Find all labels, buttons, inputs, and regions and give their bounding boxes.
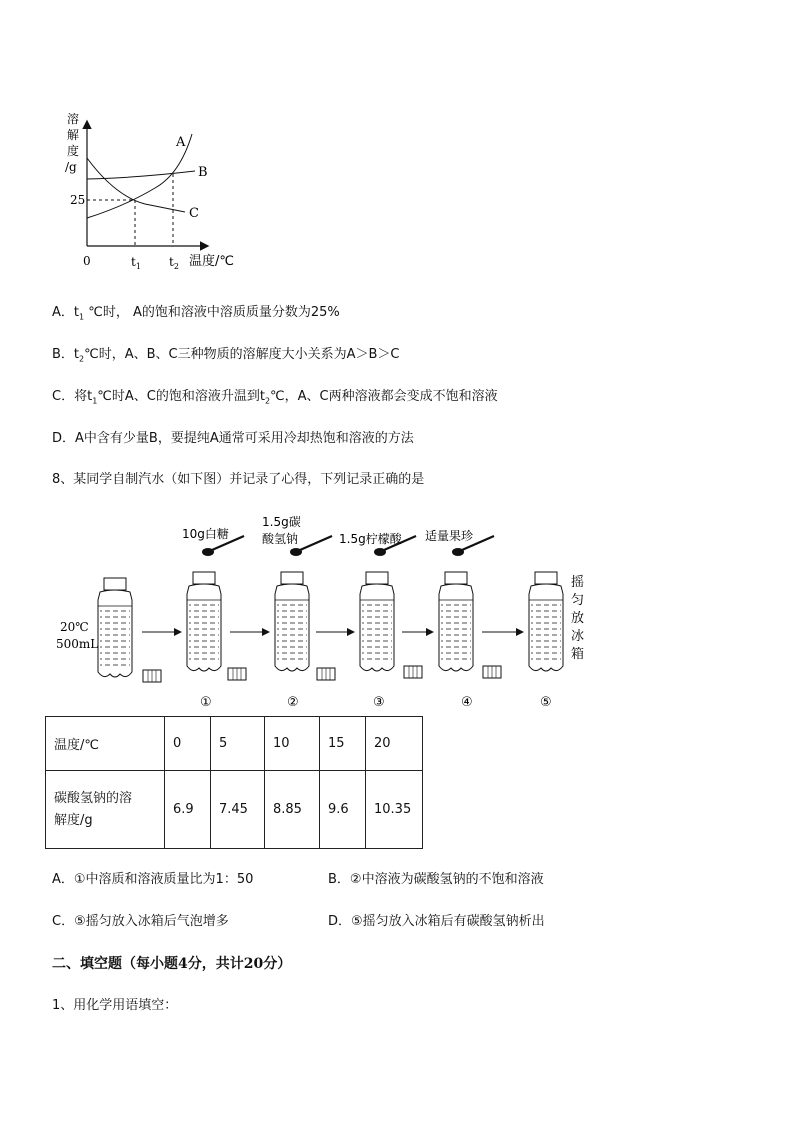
soda-process-diagram [50, 510, 610, 710]
final-char-1: 摇 [571, 575, 585, 590]
step-2: ② [287, 695, 299, 710]
table-cell: 8.85 [265, 771, 320, 849]
table-cell: 15 [320, 717, 366, 771]
start-volume: 500mL [56, 637, 99, 651]
x-axis-label: 温度/℃ [189, 254, 234, 269]
table-cell: 6.9 [165, 771, 211, 849]
step-3: ③ [373, 695, 385, 710]
curve-b-label: B [198, 165, 208, 180]
bottle-5 [529, 572, 563, 671]
q7-option-c: C．将$t_1℃$时A、C的饱和溶液升温到$t_2℃$，A、C两种溶液都会变成不饱和溶液 [52, 389, 498, 406]
q8-stem: 8、某同学自制汽水（如下图）并记录了心得，下列记录正确的是 [52, 472, 425, 487]
table-cell: 5 [211, 717, 265, 771]
ylabel-3: 度 [67, 144, 80, 158]
y-tick-25: 25 [70, 193, 86, 207]
fill-question-1: 1、用化学用语填空： [52, 998, 178, 1013]
bottle-start [98, 578, 132, 677]
start-temp: 20℃ [60, 620, 89, 634]
q8-option-a: A．①中溶质和溶液质量比为1：50 [52, 872, 254, 887]
table-row [46, 717, 423, 771]
table-cell: 20 [366, 717, 423, 771]
table-cell: 10.35 [366, 771, 423, 849]
table-cell: 7.45 [211, 771, 265, 849]
q7-option-b: B．$t_2℃$时，A、B、C三种物质的溶解度大小关系为A＞B＞C [52, 347, 400, 364]
bottle-4 [439, 572, 473, 671]
bottle-1 [187, 572, 221, 671]
final-char-5: 箱 [571, 647, 585, 662]
curve-c [87, 158, 185, 212]
q7-option-d: D．A中含有少量B，要提纯A通常可采用冷却热饱和溶液的方法 [52, 431, 414, 446]
ylabel-4: /g [65, 160, 77, 174]
add-label-2b: 酸氢钠 [262, 532, 299, 546]
ylabel-1: 溶 [67, 112, 80, 126]
q8-option-b: B．②中溶液为碳酸氢钠的不饱和溶液 [328, 872, 544, 887]
q8-option-c: C．⑤摇匀放入冰箱后气泡增多 [52, 914, 229, 929]
curve-a-label: A [176, 135, 186, 150]
q7-option-a: A．$t_1$ ℃时， A的饱和溶液中溶质质量分数为25% [52, 305, 340, 322]
step-1: ① [200, 695, 212, 710]
ylabel-2: 解 [67, 128, 80, 142]
add-label-2a: 1.5g碳 [262, 515, 301, 529]
curve-c-label: C [189, 206, 199, 221]
final-char-4: 冰 [571, 629, 585, 644]
bottle-2 [275, 572, 309, 671]
t2-label: $t_2$ [169, 255, 179, 271]
table-row [46, 771, 423, 849]
row1-label: 温度/℃ [46, 717, 165, 771]
add-label-1: 10g白糖 [182, 527, 229, 541]
table-cell: 9.6 [320, 771, 366, 849]
cap-1 [228, 668, 246, 680]
solubility-chart [55, 108, 255, 273]
final-char-3: 放 [571, 611, 585, 626]
q8-option-d: D．⑤摇匀放入冰箱后有碳酸氢钠析出 [328, 914, 545, 929]
solubility-table [45, 716, 423, 849]
bottle-3 [360, 572, 394, 671]
row2-label: 碳酸氢钠的溶 解度/g [46, 771, 165, 849]
cap-4 [483, 666, 501, 678]
step-4: ④ [461, 695, 473, 710]
cap-3 [404, 666, 422, 678]
cap-0 [143, 670, 161, 682]
final-char-2: 匀 [571, 593, 585, 608]
add-label-4: 适量果珍 [425, 529, 474, 543]
table-cell: 10 [265, 717, 320, 771]
cap-2 [317, 668, 335, 680]
step-5: ⑤ [540, 695, 552, 710]
add-label-3: 1.5g柠檬酸 [339, 532, 402, 546]
t1-label: $t_1$ [131, 255, 141, 271]
table-cell: 0 [165, 717, 211, 771]
origin-label: 0 [83, 254, 91, 268]
section-heading: 二、填空题（每小题4分，共计20分） [52, 956, 292, 972]
